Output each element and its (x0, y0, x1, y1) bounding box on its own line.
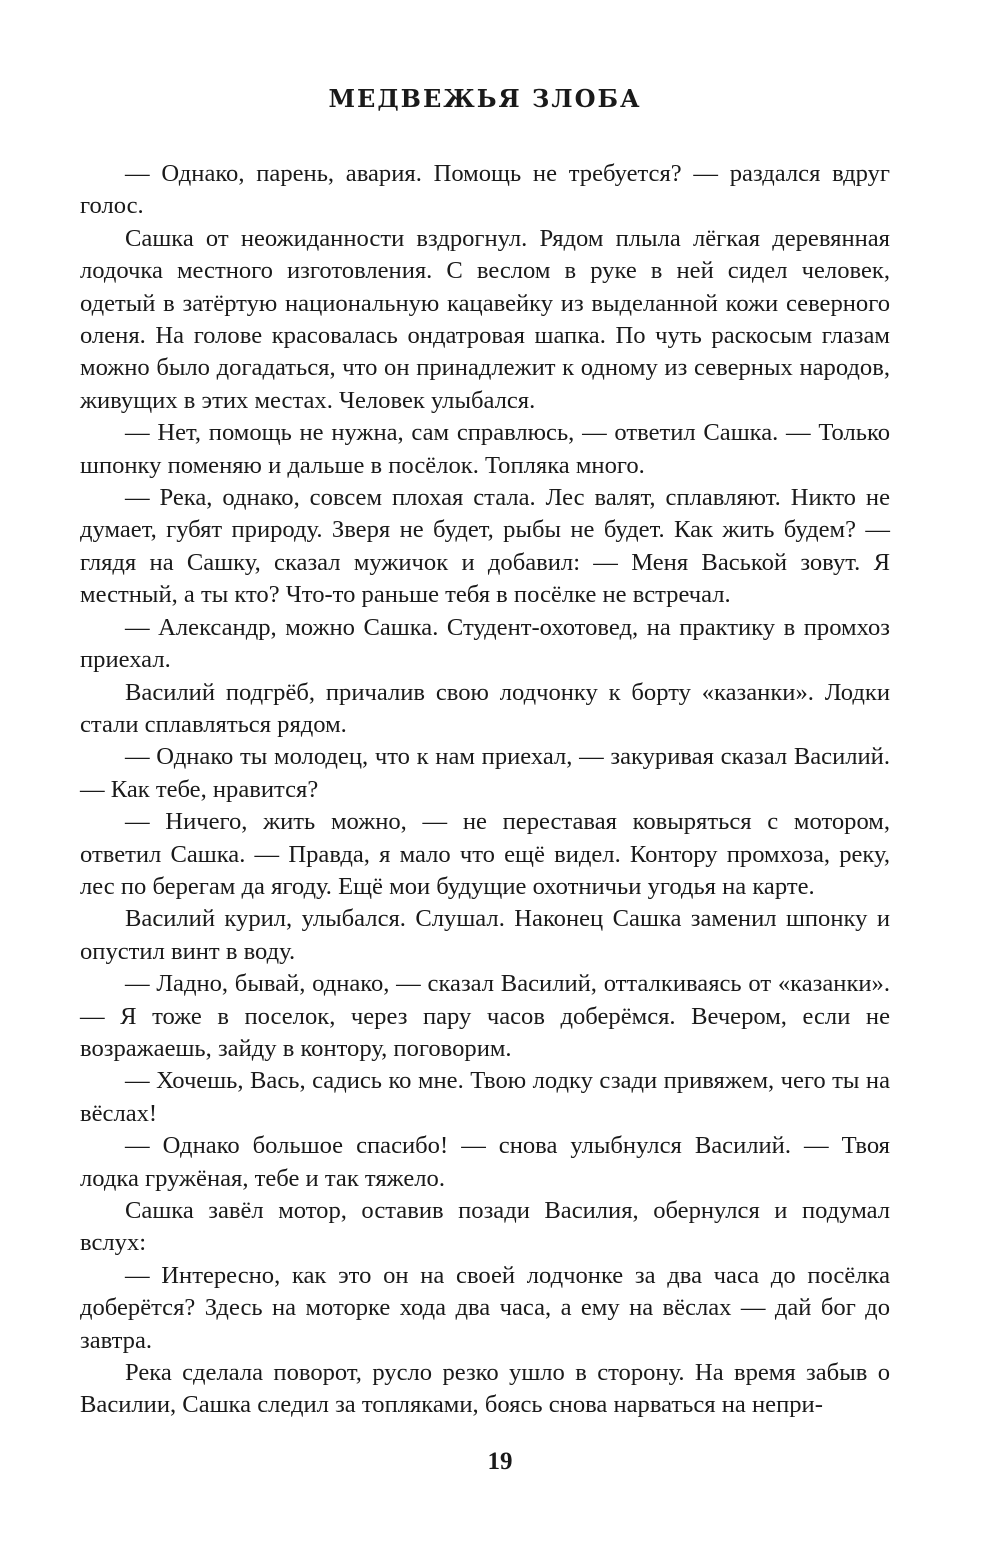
paragraph: — Однако большое спасибо! — снова улыбнулся Василий. — Твоя лодка гружёная, тебе и так тяжело. (80, 1132, 890, 1192)
page-number: 19 (487, 1448, 513, 1475)
paragraph: Василий курил, улыбался. Слушал. Наконец Сашка заменил шпонку и опустил винт в воду. (80, 905, 890, 965)
paragraph: — Интересно, как это он на своей лодчонке за два часа до посёлка доберётся? Здесь на моторке хода два часа, а ему на вёслах — дай бог до завтра. (80, 1261, 890, 1354)
paragraph: — Ладно, бывай, однако, — сказал Василий, отталкиваясь от «казанки». — Я тоже в поселок, через пару часов доберёмся. Вечером, если не возражаешь, зайду в контору, поговорим. (80, 970, 890, 1062)
paragraph: Василий подгрёб, причалив свою лодчонку к борту «казанки». Лодки стали сплавляться рядом. (80, 678, 890, 738)
running-head: МЕДВЕЖЬЯ ЗЛОБА (328, 84, 642, 113)
paragraph: — Река, однако, совсем плохая стала. Лес валят, сплавляют. Никто не думает, губят природу. Зверя не будет, рыбы не будет. Как жить будем? — глядя на Сашку, сказал мужичок и добавил: — Меня Васькой зовут. Я местный, а ты кто? Что-то раньше тебя в посёлке не встречал. (80, 484, 890, 609)
paragraph: — Хочешь, Вась, садись ко мне. Твою лодку сзади привяжем, чего ты на вёслах! (80, 1067, 890, 1127)
book-page (80, 84, 890, 1422)
paragraph: Река сделала поворот, русло резко ушло в сторону. На время забыв о Василии, Сашка следил за топляками, боясь снова нарваться на непри- (80, 1359, 890, 1419)
paragraph: — Нет, помощь не нужна, сам справлюсь, — ответил Сашка. — Только шпонку поменяю и дальше в посёлок. Топляка много. (80, 419, 890, 479)
paragraph: — Однако, парень, авария. Помощь не требуется? — раздался вдруг голос. (80, 160, 890, 220)
paragraph: — Ничего, жить можно, — не переставая ковыряться с мотором, ответил Сашка. — Правда, я мало что ещё видел. Контору промхоза, реку, лес по берегам да ягоду. Ещё мои будущие охотничьи угодья на карте. (80, 808, 890, 900)
paragraph: Сашка от неожиданности вздрогнул. Рядом плыла лёгкая деревянная лодочка местного изготовления. С веслом в руке в ней сидел человек, одетый в затёртую национальную кацавейку из выделанной кожи северного оленя. На голове красовалась ондатровая шапка. По чуть раскосым глазам можно было догадаться, что он принадлежит к одному из северных народов, живущих в этих местах. Человек улыбался. (80, 224, 890, 414)
paragraph: — Однако ты молодец, что к нам приехал, — закуривая сказал Василий. — Как тебе, нравится? (80, 743, 890, 803)
body-text (80, 158, 890, 1422)
paragraph: Сашка завёл мотор, оставив позади Василия, обернулся и подумал вслух: (80, 1197, 890, 1257)
paragraph: — Александр, можно Сашка. Студент-охотовед, на практику в промхоз приехал. (80, 613, 890, 674)
